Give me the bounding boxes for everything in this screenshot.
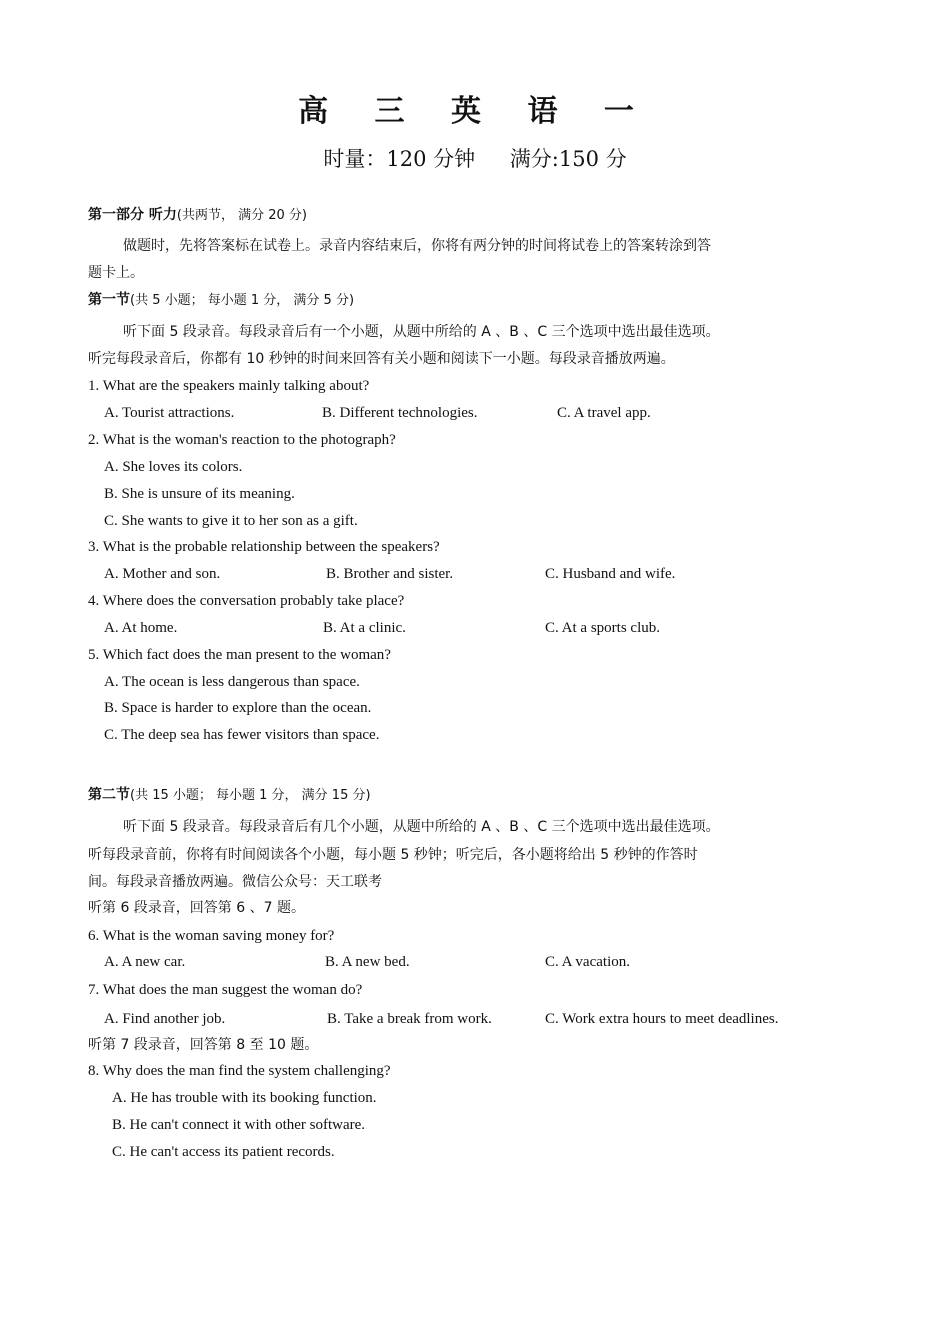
question-7-stem: 7. What does the man suggest the woman do?: [88, 982, 363, 998]
question-6-option-c: C. A vacation.: [545, 954, 630, 970]
section1-heading-note: (共 5 小题； 每小题 1 分， 满分 5 分): [130, 293, 355, 308]
question-5-option-b: B. Space is harder to explore than the ocean.: [104, 700, 372, 716]
exam-score: 满分:150 分: [509, 147, 627, 171]
section2-heading: 第二节: [88, 787, 130, 803]
section2-heading-note: (共 15 小题； 每小题 1 分， 满分 15 分): [130, 788, 371, 803]
part1-heading-line: [88, 205, 848, 226]
question-6-stem: 6. What is the woman saving money for?: [88, 928, 335, 944]
question-1-option-b: B. Different technologies.: [322, 405, 478, 421]
section2-intro-line-2: 听每段录音前，你将有时间阅读各个小题，每小题 5 秒钟；听完后，各小题将给出 5 秒钟的作答时: [88, 847, 698, 863]
section2-intro-line-1: 听下面 5 段录音。每段录音后有几个小题，从题中所给的 A 、B 、C 三个选项中选出最佳选项。: [123, 819, 720, 835]
question-7-option-a: A. Find another job.: [104, 1011, 226, 1027]
question-8-option-c: C. He can't access its patient records.: [112, 1144, 335, 1160]
question-2-stem: 2. What is the woman's reaction to the photograph?: [88, 432, 396, 448]
section2-heading-line: [88, 785, 848, 806]
part1-heading: 第一部分 听力: [88, 207, 177, 223]
question-2-option-a: A. She loves its colors.: [104, 459, 243, 475]
question-5-stem: 5. Which fact does the man present to the woman?: [88, 647, 391, 663]
exam-time: 时量：120 分钟: [323, 147, 476, 171]
question-1-option-a: A. Tourist attractions.: [104, 405, 235, 421]
section1-heading-line: [88, 290, 848, 311]
question-2-option-c: C. She wants to give it to her son as a gift.: [104, 513, 358, 529]
exam-title: 高 三 英 语 一: [298, 94, 652, 129]
section1-heading: 第一节: [88, 292, 130, 308]
question-8-stem: 8. Why does the man find the system challenging?: [88, 1063, 391, 1079]
question-1-stem: 1. What are the speakers mainly talking about?: [88, 378, 370, 394]
question-6-option-a: A. A new car.: [104, 954, 186, 970]
audio-6-instruction: 听第 6 段录音，回答第 6 、7 题。: [88, 900, 305, 916]
exam-subtitle: [0, 143, 950, 173]
question-7-option-c: C. Work extra hours to meet deadlines.: [545, 1011, 779, 1027]
question-1-option-c: C. A travel app.: [557, 405, 651, 421]
question-7-option-b: B. Take a break from work.: [327, 1011, 492, 1027]
part1-heading-note: (共两节， 满分 20 分): [176, 208, 307, 223]
section1-intro-line-1: 听下面 5 段录音。每段录音后有一个小题，从题中所给的 A 、B 、C 三个选项中选出最佳选项。: [123, 324, 720, 340]
question-4-option-b: B. At a clinic.: [323, 620, 406, 636]
question-8-option-a: A. He has trouble with its booking function.: [112, 1090, 377, 1106]
audio-7-instruction: 听第 7 段录音，回答第 8 至 10 题。: [88, 1037, 319, 1053]
question-3-stem: 3. What is the probable relationship between the speakers?: [88, 539, 440, 555]
question-8-option-b: B. He can't connect it with other software.: [112, 1117, 366, 1133]
part1-intro-line-1: 做题时，先将答案标在试卷上。录音内容结束后，你将有两分钟的时间将试卷上的答案转涂到答: [123, 238, 711, 254]
question-6-option-b: B. A new bed.: [325, 954, 410, 970]
question-3-option-a: A. Mother and son.: [104, 566, 221, 582]
question-2-option-b: B. She is unsure of its meaning.: [104, 486, 295, 502]
question-4-option-a: A. At home.: [104, 620, 178, 636]
question-5-option-a: A. The ocean is less dangerous than space.: [104, 674, 360, 690]
question-5-option-c: C. The deep sea has fewer visitors than space.: [104, 727, 380, 743]
part1-intro-line-2: 题卡上。: [88, 265, 144, 281]
question-4-stem: 4. Where does the conversation probably take place?: [88, 593, 405, 609]
section2-intro-line-3: 间。每段录音播放两遍。微信公众号：天工联考: [88, 874, 382, 890]
question-3-option-b: B. Brother and sister.: [326, 566, 454, 582]
question-3-option-c: C. Husband and wife.: [545, 566, 676, 582]
question-4-option-c: C. At a sports club.: [545, 620, 660, 636]
section1-intro-line-2: 听完每段录音后，你都有 10 秒钟的时间来回答有关小题和阅读下一小题。每段录音播放两遍。: [88, 351, 675, 367]
